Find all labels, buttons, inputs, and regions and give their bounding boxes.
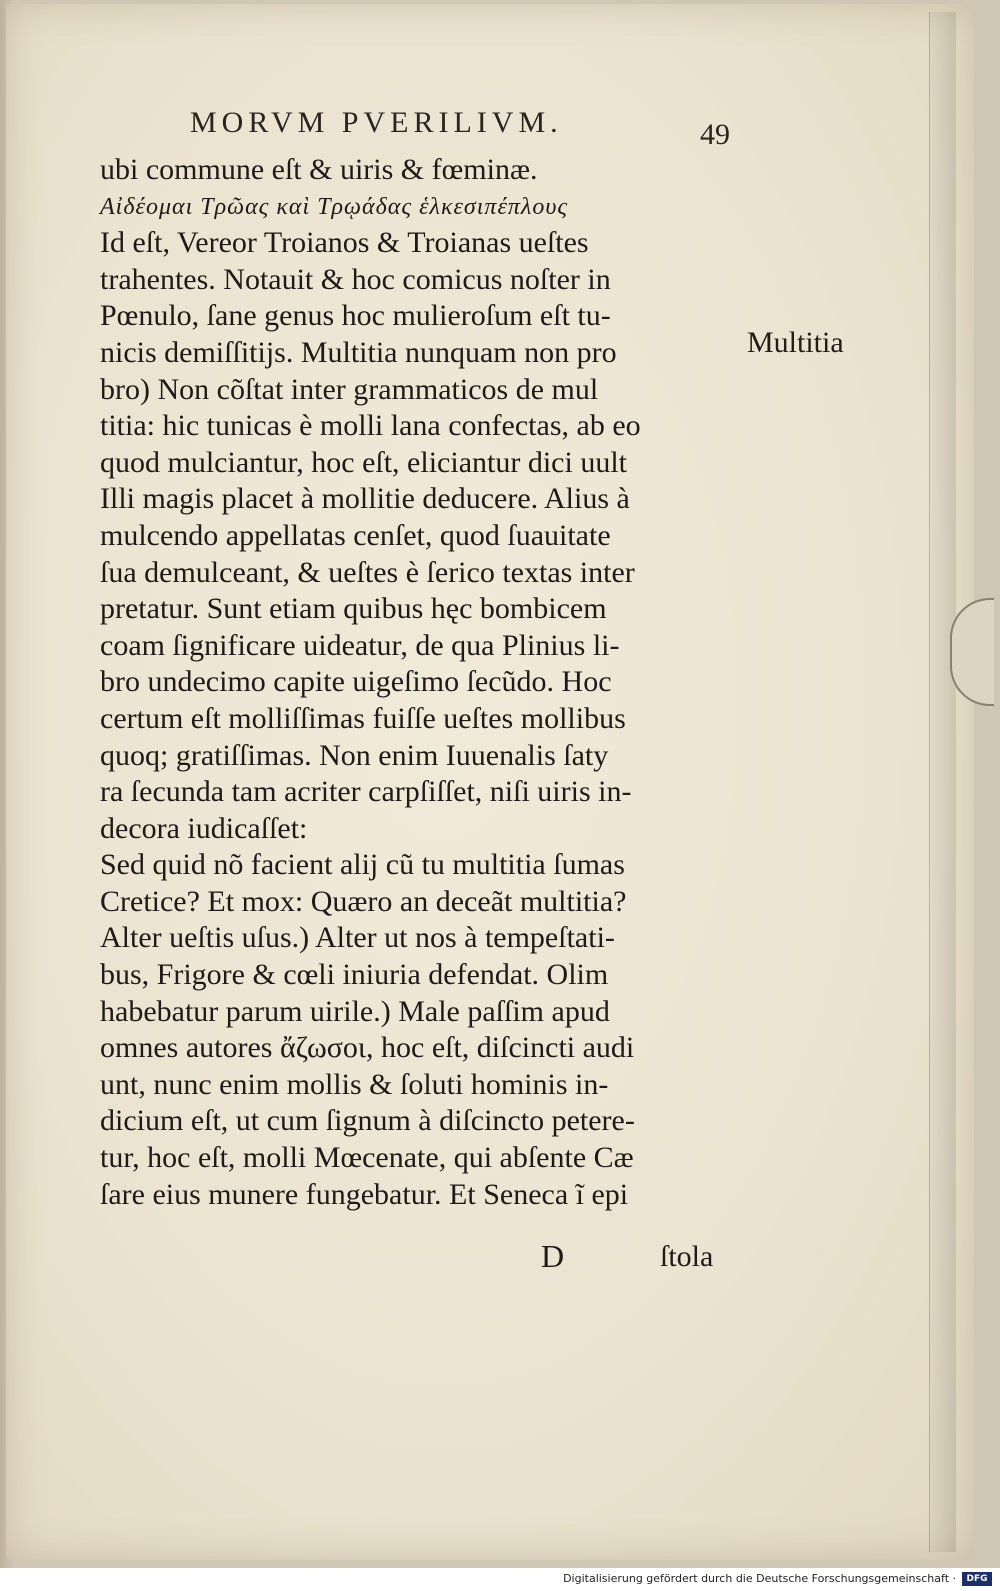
text-line: Pœnulo, ſane genus hoc mulieroſum eſt tu- (100, 299, 611, 333)
text-line: Sed quid nõ facient alij cũ tu multitia ſumas (100, 848, 625, 882)
text-line: bus, Frigore & cœli iniuria defendat. Olim (100, 958, 609, 992)
text-line: ſare eius munere fungebatur. Et Seneca ĩ epi (100, 1177, 629, 1211)
digitization-credit: Digitalisierung gefördert durch die Deutsche Forschungsgemeinschaft · (563, 1572, 956, 1585)
text-line: dicium eſt, ut cum ſignum à diſcincto petere- (100, 1104, 635, 1138)
signature-mark: D (541, 1238, 565, 1274)
text-line: nicis demiſſitijs. Multitia nunquam non pro (100, 335, 617, 369)
catchword: ſtola (660, 1240, 714, 1273)
text-line: ubi commune eſt & uiris & fœminæ. (100, 153, 538, 186)
text-line: coam ſignificare uideatur, de qua Plinius li- (100, 628, 620, 662)
text-line: quoq; gratiſſimas. Non enim Iuuenalis ſaty (100, 738, 609, 772)
text-line: Illi magis placet à mollitie deducere. Alius à (100, 482, 630, 516)
text-line: tur, hoc eſt, molli Mœcenate, qui abſente Cæ (100, 1141, 634, 1175)
text-line: mulcendo appellatas cenſet, quod ſuauitate (100, 518, 611, 552)
text-line: decora iudicaſſet: (100, 811, 308, 845)
text-line: unt, nunc enim mollis & ſoluti hominis in- (100, 1067, 609, 1101)
text-line: pretatur. Sunt etiam quibus hęc bombicem (100, 592, 607, 626)
text-line-greek: Αἰδέομαι Τρῶας καὶ Τρῳάδας ἑλκεσιπέπλους (100, 193, 569, 220)
text-line: Id eſt, Vereor Troianos & Troianas ueſtes (100, 226, 589, 260)
text-line: bro) Non cõſtat inter grammaticos de mul (100, 372, 599, 406)
body-text (100, 152, 740, 1213)
text-line: quod mulciantur, hoc eſt, eliciantur dici uult (100, 445, 627, 479)
marginal-note: Multitia (747, 326, 844, 359)
page-number: 49 (700, 118, 730, 151)
text-line: trahentes. Notauit & hoc comicus noſter in (100, 262, 611, 296)
page-fore-edge (929, 12, 956, 1552)
text-line: ra ſecunda tam acriter carpſiſſet, niſi uiris in- (100, 775, 632, 809)
text-line: certum eſt molliſſimas fuiſſe ueſtes mollibus (100, 701, 626, 735)
running-head: MORVM PVERILIVM. (190, 106, 563, 139)
text-line: ſua demulceant, & ueſtes è ſerico textas inter (100, 555, 635, 589)
text-line: omnes autores ἄζωσοι, hoc eſt, diſcincti audi (100, 1031, 635, 1065)
text-line: bro undecimo capite uigeſimo ſecũdo. Hoc (100, 665, 612, 699)
text-line: Cretice? Et mox: Quæro an deceãt multitia? (100, 884, 627, 918)
text-line: titia: hic tunicas è molli lana confectas, ab eo (100, 409, 641, 443)
dfg-logo: DFG (962, 1572, 992, 1586)
text-line: habebatur parum uirile.) Male paſſim apud (100, 994, 610, 1028)
text-line: Alter ueſtis uſus.) Alter ut nos à tempeſtati- (100, 921, 615, 955)
